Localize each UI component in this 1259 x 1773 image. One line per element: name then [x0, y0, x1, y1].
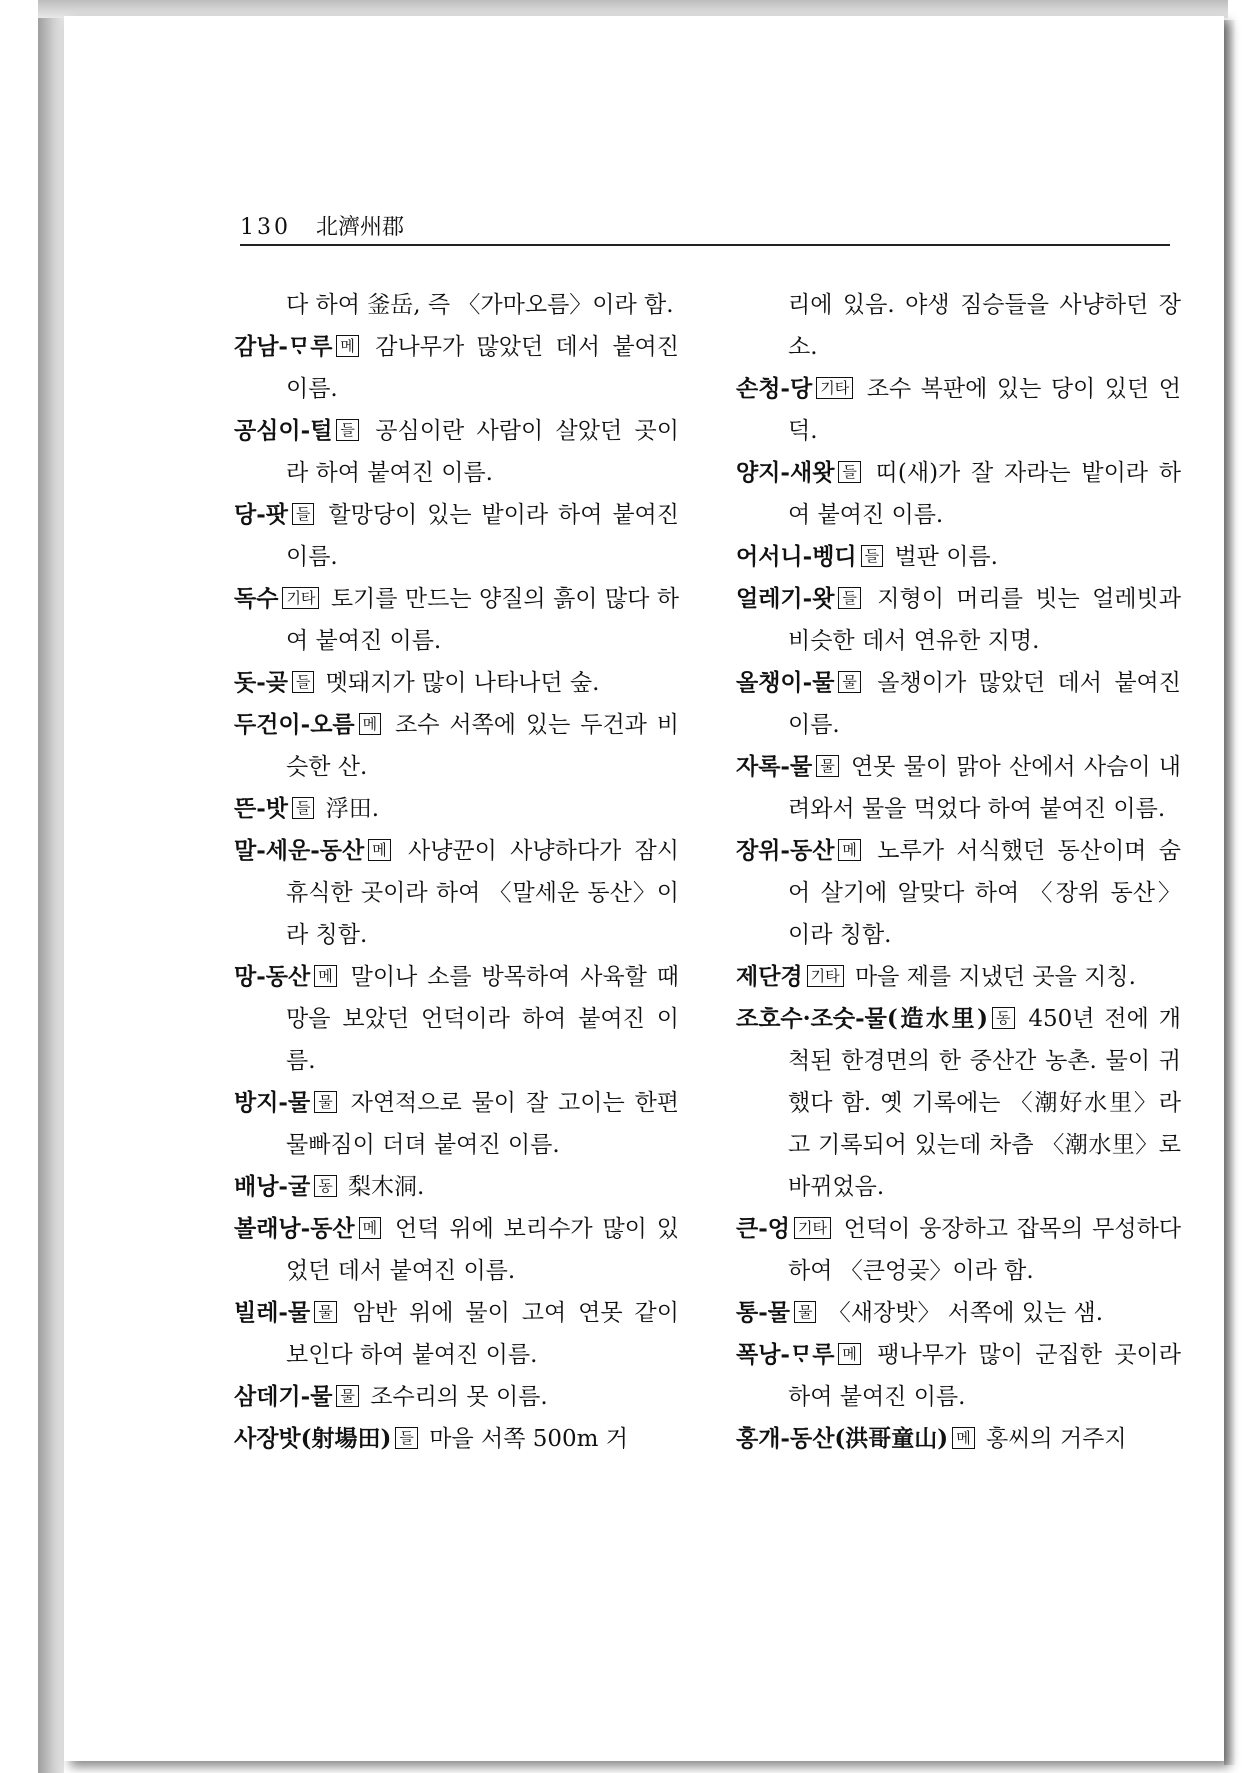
- entry-definition: 다 하여 釜岳, 즉 〈가마오름〉이라 함.: [286, 292, 674, 318]
- entry-definition: 벌판 이름.: [887, 544, 998, 570]
- entry-category-tag: 메: [336, 335, 359, 357]
- entry-category-tag: 물: [816, 755, 839, 777]
- entry-category-tag: 들: [861, 545, 884, 567]
- entry-definition: 공심이란 사람이 살았던 곳이라 하여 붙여진 이름.: [286, 418, 679, 486]
- entry-category-tag: 들: [336, 419, 359, 441]
- entry-headword: 돗-곶: [234, 669, 288, 696]
- dictionary-entry: [736, 284, 1181, 368]
- entry-headword: 어서니-벵디: [736, 543, 857, 570]
- book-edge: [38, 0, 64, 1773]
- entry-category-tag: 들: [292, 503, 315, 525]
- dictionary-entry: [234, 410, 679, 494]
- dictionary-entry: [736, 1334, 1181, 1418]
- dictionary-entry: [234, 1418, 679, 1460]
- page-shadow: [1224, 20, 1236, 1765]
- left-column: [234, 284, 679, 1460]
- running-header: [240, 210, 1170, 246]
- entry-definition: 말이나 소를 방목하여 사육할 때 망을 보았던 언덕이라 하여 붙여진 이름.: [286, 964, 679, 1074]
- entry-headword: 제단경: [736, 963, 803, 990]
- entry-headword: 양지-새왓: [736, 459, 835, 486]
- entry-headword: 장위-동산: [736, 837, 835, 864]
- entry-definition: 리에 있음. 야생 짐승들을 사냥하던 장소.: [788, 292, 1181, 360]
- entry-category-tag: 기타: [807, 965, 844, 987]
- entry-headword: 방지-물: [234, 1089, 311, 1116]
- entry-definition: 450년 전에 개척된 한경면의 한 중산간 농촌. 물이 귀했다 함. 옛 기록에는 〈潮好水里〉라고 기록되어 있는데 차츰 〈潮水里〉로 바뀌었음.: [788, 1006, 1181, 1200]
- entry-category-tag: 들: [292, 797, 315, 819]
- entry-category-tag: 메: [359, 713, 382, 735]
- dictionary-entry: [234, 662, 679, 704]
- dictionary-entry: [234, 1166, 679, 1208]
- entry-headword: 손청-당: [736, 375, 813, 402]
- right-column: [736, 284, 1181, 1460]
- section-title: 北濟州郡: [316, 215, 405, 240]
- entry-category-tag: 물: [314, 1091, 337, 1113]
- dictionary-entry: [736, 746, 1181, 830]
- entry-headword: 당-팟: [234, 501, 288, 528]
- entry-category-tag: 물: [336, 1385, 359, 1407]
- dictionary-entry: [736, 536, 1181, 578]
- entry-definition: 홍씨의 거주지: [978, 1426, 1127, 1452]
- page-number: 130: [240, 215, 291, 240]
- dictionary-entry: [736, 830, 1181, 956]
- entry-category-tag: 메: [838, 1343, 861, 1365]
- entry-headword: 얼레기-왓: [736, 585, 835, 612]
- entry-definition: 감나무가 많았던 데서 붙여진 이름.: [286, 334, 679, 402]
- dictionary-entry: [234, 1082, 679, 1166]
- entry-category-tag: 메: [359, 1217, 382, 1239]
- dictionary-entry: [736, 956, 1181, 998]
- entry-category-tag: 기타: [816, 377, 853, 399]
- entry-definition: 띠(새)가 잘 자라는 밭이라 하여 붙여진 이름.: [788, 460, 1181, 528]
- entry-definition: 팽나무가 많이 군집한 곳이라 하여 붙여진 이름.: [788, 1342, 1181, 1410]
- entry-category-tag: 들: [838, 587, 861, 609]
- entry-headword: 말-세운-동산: [234, 837, 365, 864]
- entry-category-tag: 기타: [282, 587, 319, 609]
- entry-category-tag: 들: [292, 671, 315, 693]
- entry-headword: 삼데기-물: [234, 1383, 333, 1410]
- entry-headword: 통-물: [736, 1299, 790, 1326]
- dictionary-entry: [736, 1292, 1181, 1334]
- entry-headword: 감남-ᄆᆞ루: [234, 333, 333, 360]
- entry-definition: 조수 서쪽에 있는 두건과 비슷한 산.: [286, 712, 679, 780]
- entry-headword: 망-동산: [234, 963, 311, 990]
- entry-definition: 암반 위에 물이 고여 연못 같이 보인다 하여 붙여진 이름.: [286, 1300, 679, 1368]
- entry-definition: 토기를 만드는 양질의 흙이 많다 하여 붙여진 이름.: [286, 586, 679, 654]
- entry-definition: 사냥꾼이 사냥하다가 잠시 휴식한 곳이라 하여 〈말세운 동산〉이라 칭함.: [286, 838, 679, 948]
- entry-headword: 두건이-오름: [234, 711, 355, 738]
- entry-category-tag: 들: [395, 1427, 418, 1449]
- entry-definition: 〈새장밧〉 서쪽에 있는 샘.: [820, 1300, 1104, 1326]
- entry-definition: 멧돼지가 많이 나타나던 숲.: [318, 670, 600, 696]
- dictionary-entry: [234, 494, 679, 578]
- entry-definition: 梨木洞.: [340, 1174, 425, 1200]
- entry-headword: 사장밧(射場田): [234, 1425, 392, 1452]
- entry-headword: 독수: [234, 585, 279, 612]
- entry-headword: 자록-물: [736, 753, 813, 780]
- entry-definition: 연못 물이 맑아 산에서 사슴이 내려와서 물을 먹었다 하여 붙여진 이름.: [788, 754, 1181, 822]
- entry-category-tag: 동: [992, 1007, 1015, 1029]
- dictionary-entry: [234, 788, 679, 830]
- entry-definition: 노루가 서식했던 동산이며 숨어 살기에 알맞다 하여 〈장위 동산〉이라 칭함.: [788, 838, 1181, 948]
- entry-headword: 빌레-물: [234, 1299, 311, 1326]
- entry-headword: 큰-엉: [736, 1215, 790, 1242]
- dictionary-entry: [736, 1418, 1181, 1460]
- dictionary-entry: [234, 956, 679, 1082]
- entry-definition: 할망당이 있는 밭이라 하여 붙여진 이름.: [286, 502, 679, 570]
- dictionary-entry: [736, 452, 1181, 536]
- entry-definition: 마을 서쪽 500m 거: [421, 1426, 628, 1452]
- dictionary-entry: [234, 1376, 679, 1418]
- entry-headword: 폭낭-ᄆᆞ루: [736, 1341, 835, 1368]
- entry-definition: 마을 제를 지냈던 곳을 지칭.: [847, 964, 1136, 990]
- entry-definition: 조수리의 못 이름.: [362, 1384, 548, 1410]
- entry-definition: 조수 복판에 있는 당이 있던 언덕.: [788, 376, 1181, 444]
- dictionary-entry: [736, 998, 1181, 1208]
- dictionary-entry: [234, 830, 679, 956]
- entry-category-tag: 메: [838, 839, 861, 861]
- entry-category-tag: 메: [952, 1427, 975, 1449]
- entry-headword: 볼래낭-동산: [234, 1215, 355, 1242]
- entry-category-tag: 물: [314, 1301, 337, 1323]
- entry-category-tag: 메: [314, 965, 337, 987]
- entry-headword: 배낭-굴: [234, 1173, 311, 1200]
- dictionary-entry: [234, 326, 679, 410]
- entry-headword: 뜬-밧: [234, 795, 288, 822]
- dictionary-entry: [234, 1208, 679, 1292]
- entry-definition: 언덕이 웅장하고 잡목의 무성하다 하여 〈큰엉곶〉이라 함.: [788, 1216, 1181, 1284]
- entry-headword: 홍개-동산(洪哥童山): [736, 1425, 949, 1452]
- dictionary-entry: [234, 1292, 679, 1376]
- entry-category-tag: 동: [314, 1175, 337, 1197]
- dictionary-entry: [736, 578, 1181, 662]
- entry-headword: 올챙이-물: [736, 669, 835, 696]
- entry-definition: 지형이 머리를 빗는 얼레빗과 비슷한 데서 연유한 지명.: [788, 586, 1181, 654]
- entry-category-tag: 물: [838, 671, 861, 693]
- dictionary-entry: [234, 578, 679, 662]
- entry-category-tag: 기타: [794, 1217, 831, 1239]
- dictionary-entry: [736, 1208, 1181, 1292]
- entry-headword: 공심이-털: [234, 417, 333, 444]
- entry-definition: 浮田.: [318, 796, 380, 822]
- dictionary-entry: [234, 284, 679, 326]
- dictionary-entry: [736, 662, 1181, 746]
- dictionary-entry: [234, 704, 679, 788]
- entry-headword: 조호수·조숫-물(造水里): [736, 1005, 988, 1032]
- dictionary-entry: [736, 368, 1181, 452]
- entry-category-tag: 들: [838, 461, 861, 483]
- entry-definition: 올챙이가 많았던 데서 붙여진 이름.: [788, 670, 1181, 738]
- entry-category-tag: 메: [368, 839, 391, 861]
- entry-definition: 자연적으로 물이 잘 고이는 한편 물빠짐이 더뎌 붙여진 이름.: [286, 1090, 679, 1158]
- entry-definition: 언덕 위에 보리수가 많이 있었던 데서 붙여진 이름.: [286, 1216, 679, 1284]
- entry-category-tag: 물: [794, 1301, 817, 1323]
